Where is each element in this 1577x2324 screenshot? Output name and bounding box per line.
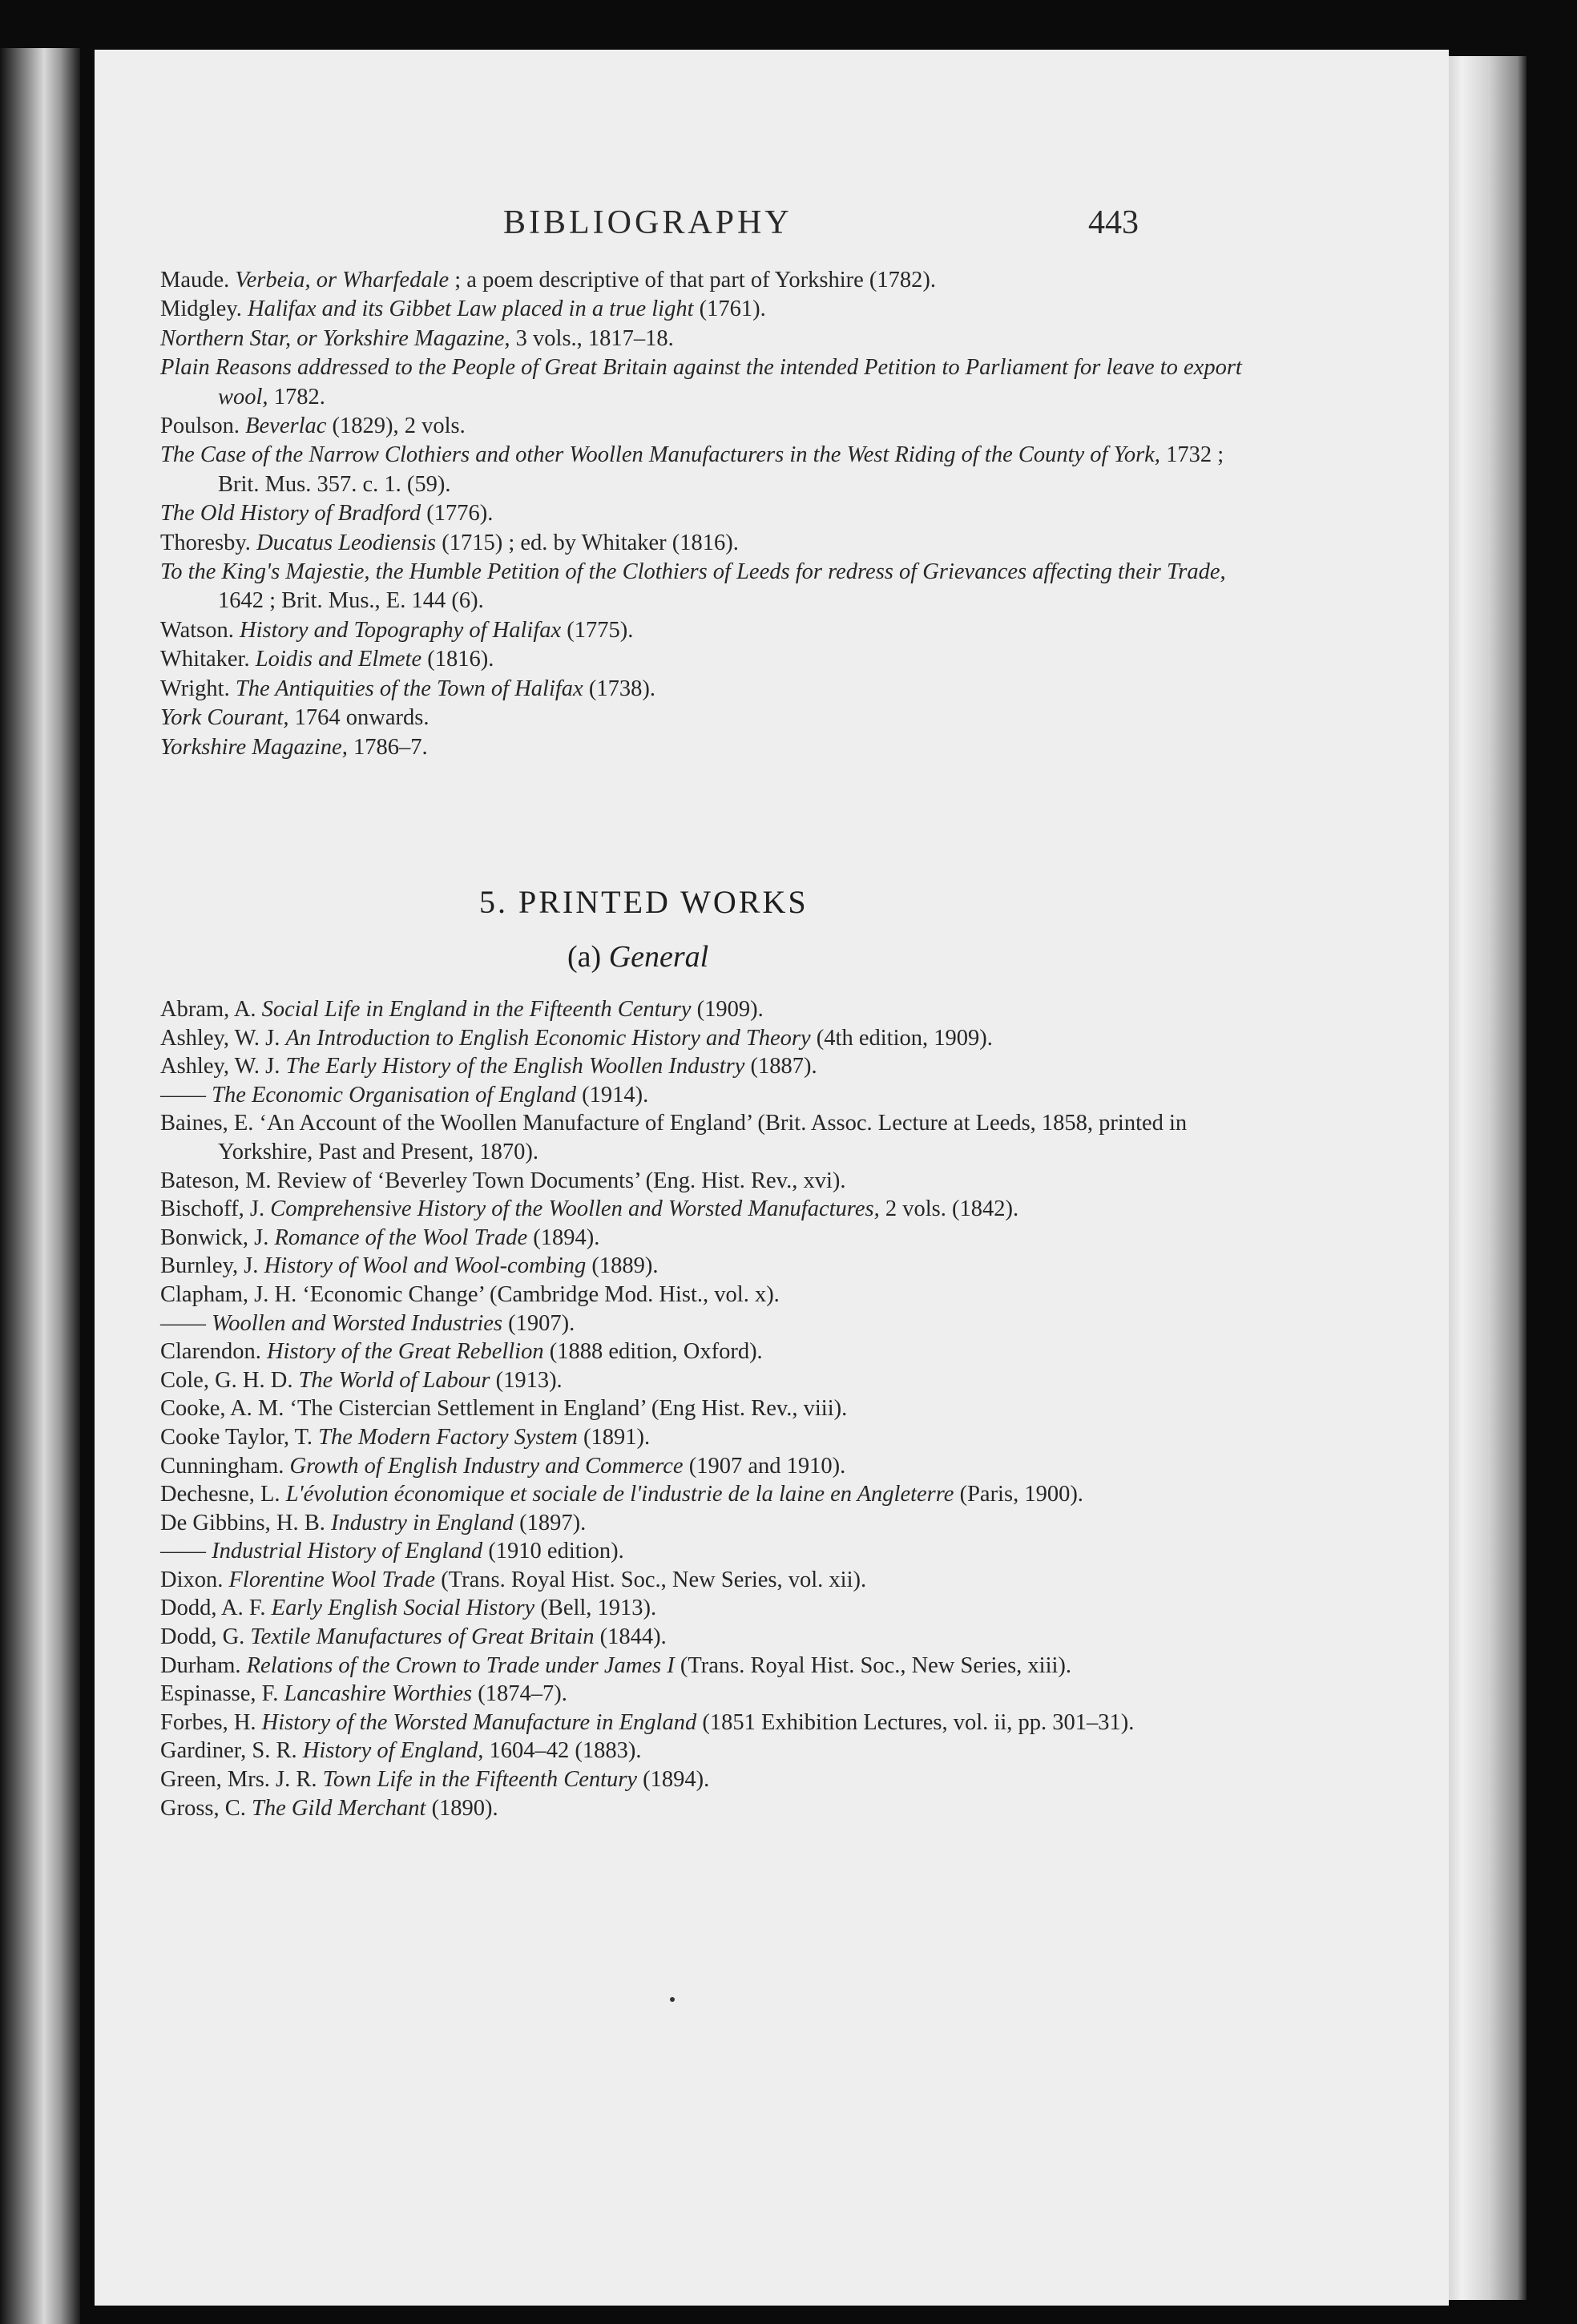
entry-details: (Bell, 1913). [540, 1596, 657, 1621]
entry-author: Clarendon. [160, 1339, 261, 1365]
entry-title: The Old History of Bradford [160, 501, 421, 527]
entry-details: (Trans. Royal Hist. Soc., New Series, xiii). [680, 1652, 1072, 1678]
sub-heading-prefix: (a) [567, 940, 602, 974]
entry-details: (1890). [431, 1795, 498, 1821]
bibliography-entry [160, 325, 1250, 353]
bibliography-entry [160, 1737, 1250, 1765]
entry-details: 1764 onwards. [294, 705, 430, 731]
entry-details: ‘The Cistercian Settlement in England’ (Eng Hist. Rev., viii). [289, 1396, 848, 1422]
entry-details: (1910 edition). [488, 1539, 624, 1564]
entry-author: Baines, E. [160, 1111, 254, 1136]
entry-details: Review of ‘Beverley Town Documents’ (Eng. Hist. Rev., xvi). [276, 1168, 846, 1193]
entry-details: (1851 Exhibition Lectures, vol. ii, pp. 301–31). [702, 1709, 1135, 1735]
entry-title: Yorkshire Magazine, [160, 734, 348, 760]
entry-title: L'évolution économique et sociale de l'industrie de la laine en Angleterre [285, 1482, 954, 1507]
printer-mark [670, 1997, 675, 2002]
bibliography-entry [160, 266, 1250, 295]
entry-title: The Antiquities of the Town of Halifax [235, 676, 583, 701]
running-title: BIBLIOGRAPHY [503, 204, 793, 241]
bibliography-entry [160, 1394, 1250, 1423]
entry-title: Woollen and Worsted Industries [212, 1310, 502, 1336]
bibliography-entry [160, 1480, 1250, 1509]
entry-title: Textile Manufactures of Great Britain [250, 1624, 595, 1650]
entry-details: (1889). [591, 1253, 659, 1279]
bibliography-entry [160, 441, 1250, 499]
entry-title: Town Life in the Fifteenth Century [322, 1767, 638, 1793]
bibliography-entry [160, 1024, 1250, 1053]
entry-details: (1816). [427, 647, 494, 672]
entry-author: Espinasse, F. [160, 1681, 279, 1707]
entry-details: 1786–7. [353, 734, 428, 760]
entry-details: 1604–42 (1883). [489, 1738, 642, 1764]
section-heading: 5. PRINTED WORKS [479, 884, 809, 920]
entry-author: Maude. [160, 268, 230, 293]
entry-title: History of the Worsted Manufacture in England [261, 1709, 697, 1735]
bibliography-list-printed [160, 995, 1250, 1822]
entry-details: (1888 edition, Oxford). [549, 1339, 763, 1365]
running-head [95, 204, 1449, 252]
entry-details: 3 vols., 1817–18. [515, 325, 674, 351]
entry-title: Growth of English Industry and Commerce [289, 1453, 684, 1479]
entry-author: Burnley, J. [160, 1253, 259, 1279]
entry-details: ‘Economic Change’ (Cambridge Mod. Hist., vol. x). [302, 1281, 780, 1307]
entry-title: History of the Great Rebellion [266, 1339, 544, 1365]
entry-author: Cunningham. [160, 1453, 284, 1479]
bibliography-entry [160, 1338, 1250, 1366]
entry-title: Early English Social History [271, 1596, 535, 1621]
bibliography-entry [160, 529, 1250, 558]
entry-title: History of Wool and Wool-combing [264, 1253, 587, 1279]
sub-heading-title: General [608, 940, 709, 974]
entry-author: Cooke Taylor, T. [160, 1424, 313, 1450]
entry-author: Dechesne, L. [160, 1482, 280, 1507]
book-page [95, 50, 1449, 2306]
entry-author: Cole, G. H. D. [160, 1367, 293, 1393]
bibliography-entry [160, 1052, 1250, 1081]
bibliography-entry [160, 1594, 1250, 1623]
entry-author: Clapham, J. H. [160, 1281, 297, 1307]
entry-title: Lancashire Worthies [284, 1681, 473, 1707]
entry-author: De Gibbins, H. B. [160, 1510, 325, 1535]
entry-details: (1907 and 1910). [688, 1453, 846, 1479]
entry-author: Bonwick, J. [160, 1225, 269, 1250]
entry-details: (Paris, 1900). [959, 1482, 1083, 1507]
entry-author: Cooke, A. M. [160, 1396, 284, 1422]
entry-title: The Modern Factory System [318, 1424, 578, 1450]
entry-title: The Case of the Narrow Clothiers and other Woollen Manufacturers in the West Riding of the County of York, [160, 442, 1160, 468]
bibliography-list-manuscripts [160, 266, 1250, 762]
entry-details: (1844). [599, 1624, 667, 1650]
bibliography-entry [160, 1309, 1250, 1338]
entry-author: —— [160, 1310, 206, 1336]
entry-author: Abram, A. [160, 997, 256, 1022]
entry-details: (1897). [519, 1510, 587, 1535]
bibliography-entry [160, 1195, 1250, 1224]
entry-title: Comprehensive History of the Woollen and Worsted Manufactures, [270, 1196, 880, 1222]
entry-author: Gross, C. [160, 1795, 246, 1821]
bibliography-entry [160, 645, 1250, 674]
entry-author: Watson. [160, 617, 234, 643]
entry-title: Romance of the Wool Trade [274, 1225, 528, 1250]
entry-details: (1887). [750, 1054, 817, 1079]
bibliography-entry [160, 1281, 1250, 1309]
entry-author: Thoresby. [160, 530, 251, 555]
page-number: 443 [1088, 204, 1139, 241]
entry-author: Ashley, W. J. [160, 1025, 280, 1051]
entry-details: (1894). [533, 1225, 600, 1250]
bibliography-entry [160, 1537, 1250, 1566]
entry-details: (1894). [643, 1767, 710, 1793]
bibliography-entry [160, 704, 1250, 732]
entry-details: (1775). [567, 617, 634, 643]
entry-details: 2 vols. (1842). [885, 1196, 1019, 1222]
entry-title: Beverlac [245, 414, 327, 439]
bibliography-entry [160, 675, 1250, 704]
entry-details: (1913). [495, 1367, 563, 1393]
entry-title: History of England, [302, 1738, 484, 1764]
entry-details: (4th edition, 1909). [816, 1025, 993, 1051]
bibliography-entry [160, 1566, 1250, 1595]
entry-title: Northern Star, or Yorkshire Magazine, [160, 325, 510, 351]
bibliography-entry [160, 1109, 1250, 1166]
entry-author: Bateson, M. [160, 1168, 272, 1193]
bibliography-entry [160, 1452, 1250, 1481]
bibliography-entry [160, 1252, 1250, 1281]
entry-details: (1761). [699, 297, 766, 322]
bibliography-entry [160, 1423, 1250, 1452]
bibliography-entry [160, 995, 1250, 1024]
entry-title: Social Life in England in the Fifteenth Century [261, 997, 692, 1022]
bibliography-entry [160, 1680, 1250, 1709]
bibliography-entry [160, 412, 1250, 441]
bibliography-entry [160, 499, 1250, 528]
entry-details: 1642 ; Brit. Mus., E. 144 (6). [218, 588, 484, 614]
entry-title: Verbeia, or Wharfedale [235, 268, 450, 293]
entry-title: Plain Reasons addressed to the People of Great Britain against the intended Petition to Parliament for leave to export wool, [160, 355, 1242, 410]
entry-title: The Early History of the English Woollen Industry [285, 1054, 745, 1079]
bibliography-entry [160, 1081, 1250, 1110]
entry-title: The World of Labour [298, 1367, 490, 1393]
entry-author: Green, Mrs. J. R. [160, 1767, 317, 1793]
entry-author: Dodd, A. F. [160, 1596, 266, 1621]
sub-heading [567, 939, 708, 974]
entry-details: (1914). [582, 1082, 649, 1108]
entry-author: Gardiner, S. R. [160, 1738, 297, 1764]
entry-author: Wright. [160, 676, 230, 701]
entry-details: 1782. [273, 384, 325, 410]
bibliography-entry [160, 1224, 1250, 1253]
entry-title: Relations of the Crown to Trade under James I [246, 1652, 675, 1678]
entry-author: —— [160, 1082, 206, 1108]
entry-title: Florentine Wool Trade [228, 1567, 436, 1592]
bibliography-entry [160, 1709, 1250, 1737]
bibliography-entry [160, 1366, 1250, 1395]
entry-details: ; a poem descriptive of that part of Yorkshire (1782). [454, 268, 937, 293]
entry-details: (1776). [426, 501, 494, 527]
entry-author: Bischoff, J. [160, 1196, 265, 1222]
entry-title: Industrial History of England [212, 1539, 483, 1564]
bibliography-entry [160, 558, 1250, 616]
entry-author: Forbes, H. [160, 1709, 256, 1735]
entry-details: (Trans. Royal Hist. Soc., New Series, vol. xii). [441, 1567, 867, 1592]
facing-page-edge [0, 48, 80, 2324]
bibliography-entry [160, 1509, 1250, 1538]
entry-details: (1891). [583, 1424, 651, 1450]
entry-details: (1874–7). [478, 1681, 567, 1707]
bibliography-entry [160, 295, 1250, 324]
entry-author: Whitaker. [160, 647, 250, 672]
entry-details: (1715) ; ed. by Whitaker (1816). [442, 530, 739, 555]
entry-title: The Economic Organisation of England [212, 1082, 577, 1108]
entry-author: Durham. [160, 1652, 241, 1678]
entry-author: Dodd, G. [160, 1624, 245, 1650]
bibliography-entry [160, 1765, 1250, 1794]
entry-title: Ducatus Leodiensis [256, 530, 437, 555]
entry-author: Poulson. [160, 414, 240, 439]
bibliography-entry [160, 353, 1250, 412]
entry-author: —— [160, 1539, 206, 1564]
entry-title: Industry in England [330, 1510, 514, 1535]
entry-title: To the King's Majestie, the Humble Petition of the Clothiers of Leeds for redress of Grievances affecting their Trade, [160, 559, 1226, 585]
entry-author: Midgley. [160, 297, 242, 322]
entry-author: Ashley, W. J. [160, 1054, 280, 1079]
entry-title: York Courant, [160, 705, 289, 731]
entry-details: (1909). [696, 997, 764, 1022]
entry-details: (1829), 2 vols. [332, 414, 466, 439]
bibliography-entry [160, 1652, 1250, 1680]
entry-details: (1907). [508, 1310, 575, 1336]
entry-title: The Gild Merchant [252, 1795, 426, 1821]
entry-title: Loidis and Elmete [255, 647, 422, 672]
entry-details: 1732 ; Brit. Mus. 357. c. 1. (59). [218, 442, 1224, 497]
bibliography-entry [160, 1623, 1250, 1652]
entry-title: An Introduction to English Economic History and Theory [285, 1025, 811, 1051]
entry-author: Dixon. [160, 1567, 224, 1592]
bibliography-entry [160, 1794, 1250, 1823]
bibliography-entry [160, 1167, 1250, 1196]
entry-details: (1738). [588, 676, 655, 701]
entry-details: ‘An Account of the Woollen Manufacture of England’ (Brit. Assoc. Lecture at Leeds, 1858, printed in Yorkshire, Past and Present, 1870). [218, 1111, 1188, 1164]
bibliography-entry [160, 616, 1250, 645]
entry-title: Halifax and its Gibbet Law placed in a true light [247, 297, 694, 322]
entry-title: History and Topography of Halifax [240, 617, 562, 643]
bibliography-entry [160, 733, 1250, 762]
